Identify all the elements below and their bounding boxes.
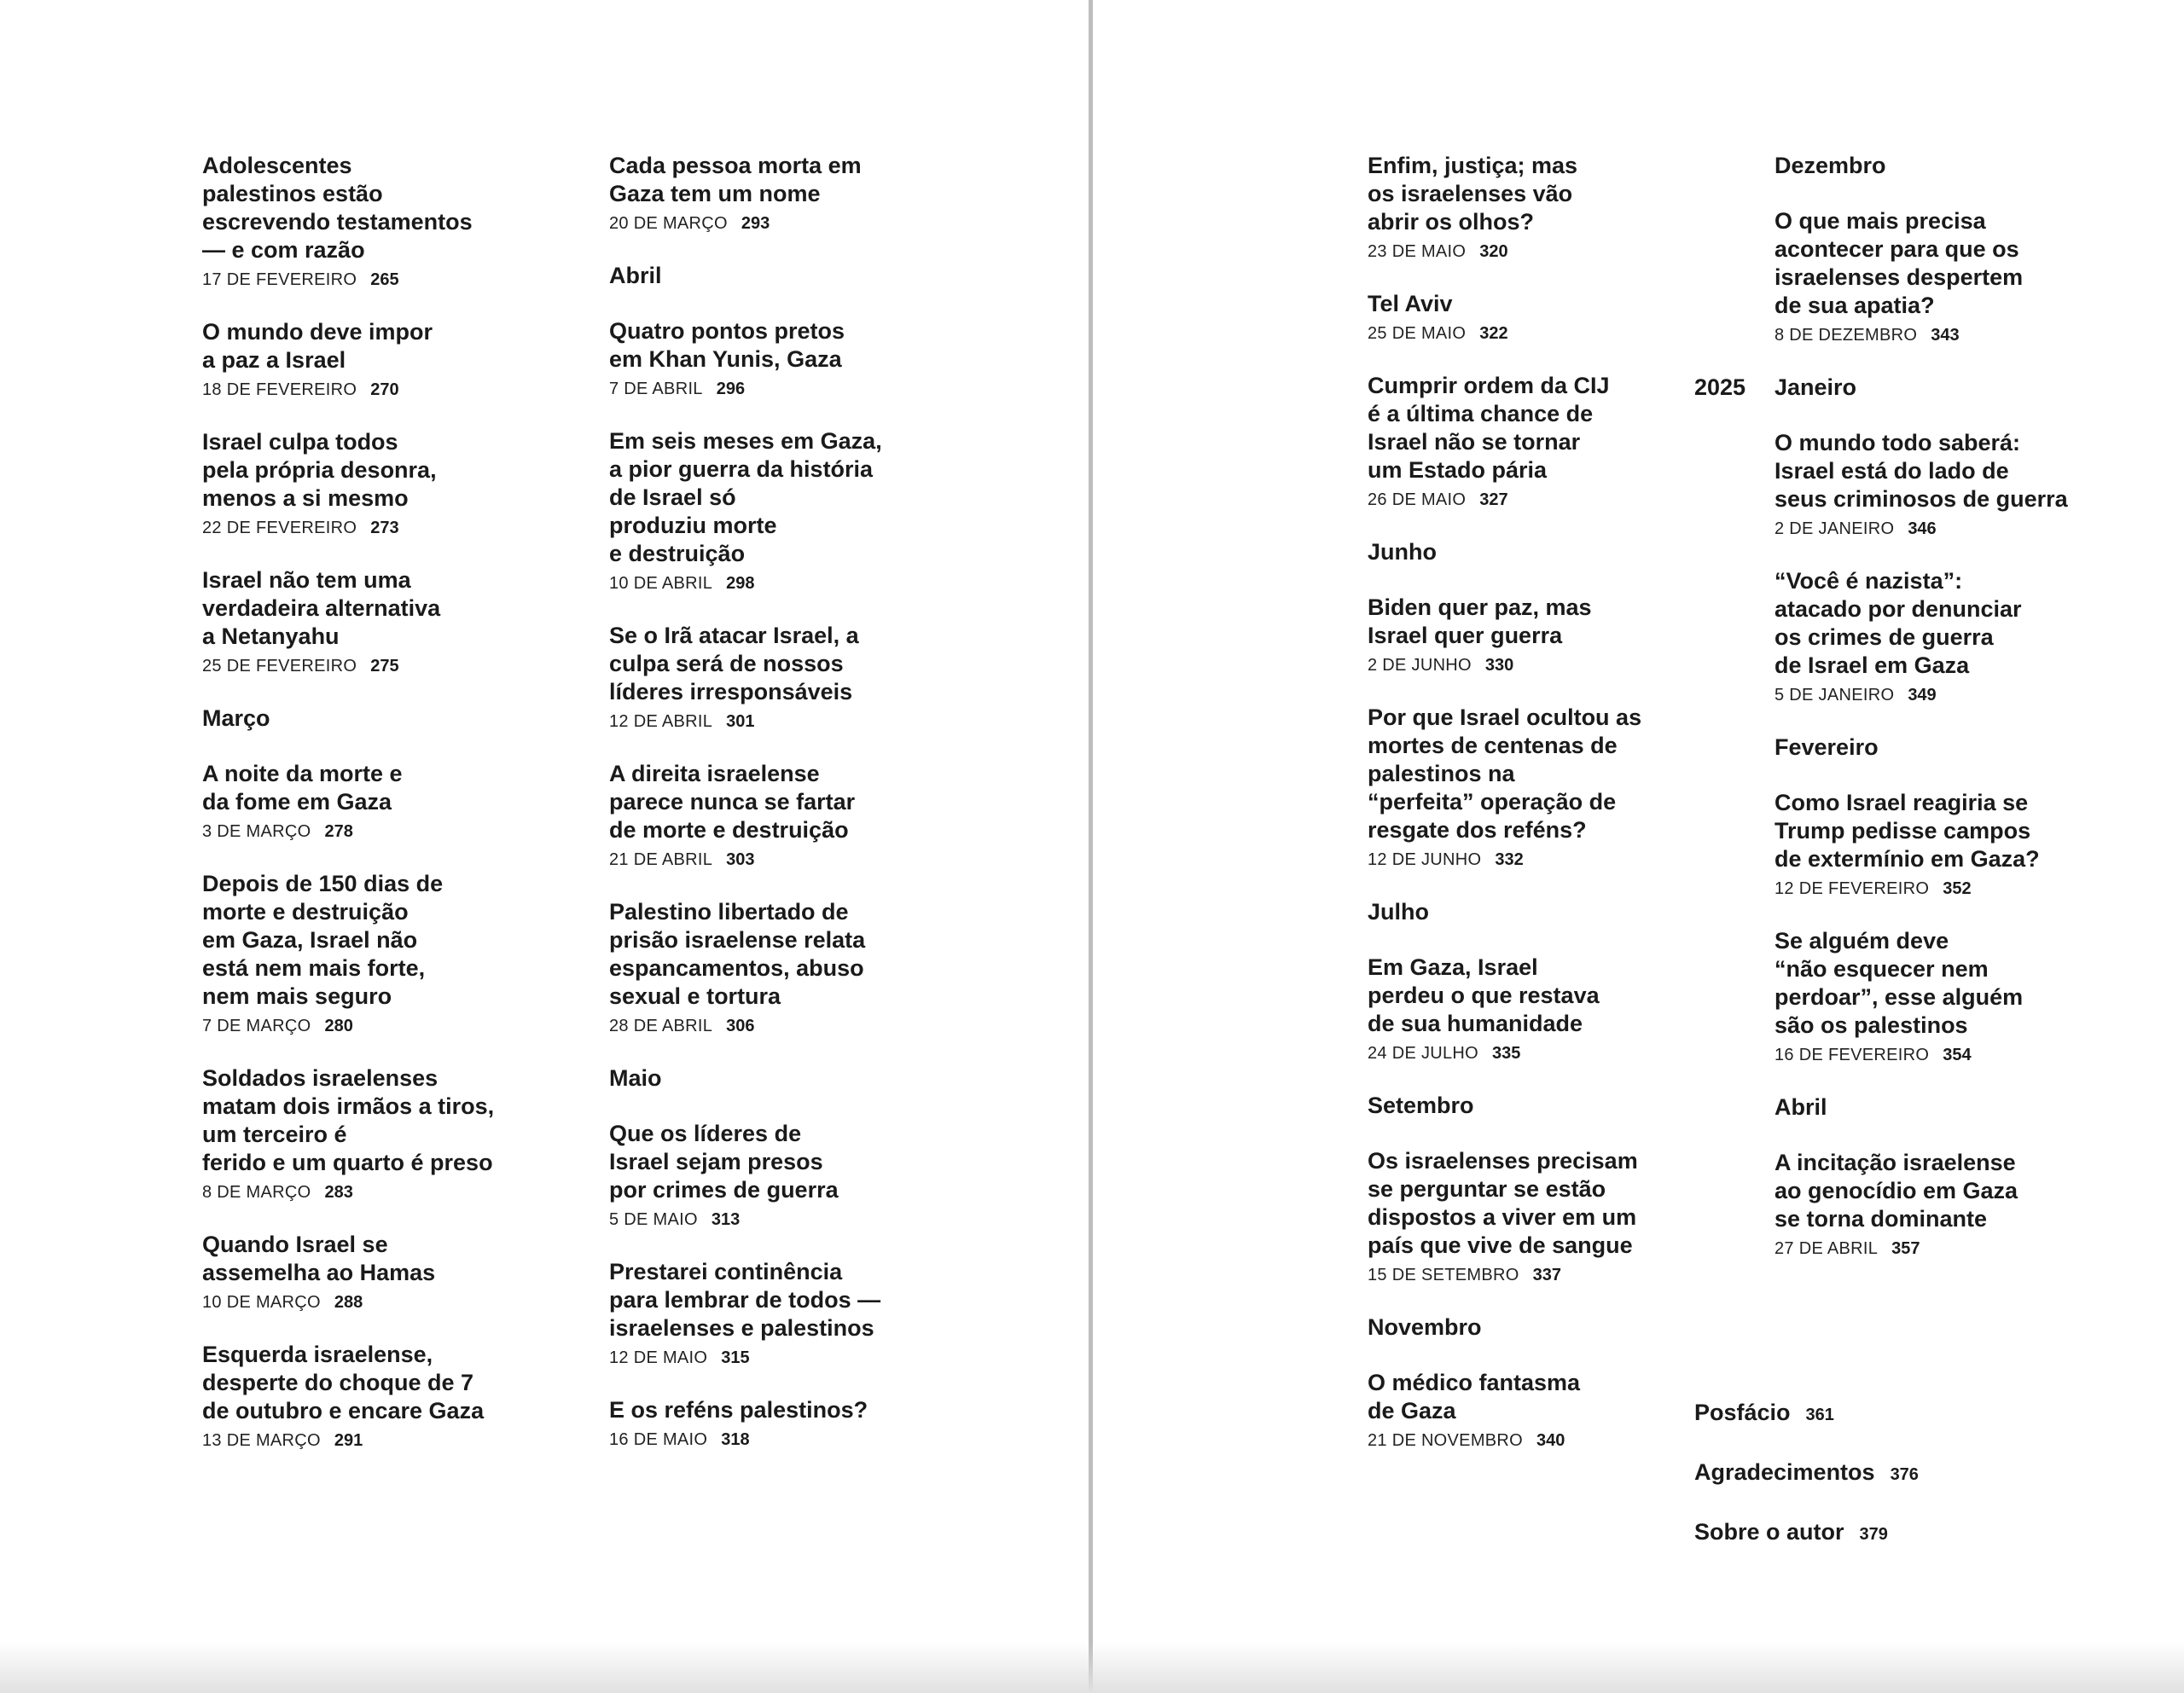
entry-date: 12 DE FEVEREIRO	[1774, 879, 1930, 898]
month-heading	[1774, 152, 2082, 180]
toc-entry[interactable]	[1368, 594, 1675, 678]
back-matter-page-number: 379	[1859, 1525, 1888, 1544]
entry-date: 10 DE ABRIL	[609, 574, 713, 593]
entry-page-number: 265	[370, 270, 399, 289]
toc-entry[interactable]	[609, 622, 916, 734]
entry-page-number: 296	[716, 380, 746, 398]
entry-page-number: 343	[1931, 326, 1960, 345]
entry-page-number: 357	[1891, 1239, 1920, 1258]
entry-meta	[202, 379, 509, 403]
entry-page-number: 288	[334, 1293, 363, 1312]
entry-title: O mundo deve impor a paz a Israel	[202, 319, 433, 373]
entry-date: 10 DE MARÇO	[202, 1293, 321, 1312]
toc-entry[interactable]	[202, 428, 509, 541]
entry-title: Adolescentes palestinos estão escrevendo testamentos — e com razão	[202, 153, 473, 263]
month-heading	[1368, 538, 1675, 566]
entry-page-number: 291	[334, 1431, 363, 1450]
entry-date: 5 DE JANEIRO	[1774, 686, 1895, 704]
entry-date: 21 DE ABRIL	[609, 850, 713, 869]
toc-entry[interactable]	[1774, 429, 2082, 542]
entry-meta	[1368, 1042, 1675, 1066]
entry-date: 25 DE FEVEREIRO	[202, 657, 357, 675]
back-matter-title: Agradecimentos	[1694, 1459, 1875, 1485]
month-label: Abril	[609, 263, 662, 288]
entry-date: 12 DE ABRIL	[609, 712, 713, 731]
entry-title: Se alguém deve “não esquecer nem perdoar”, esse alguém são os palestinos	[1774, 928, 2024, 1038]
entry-meta	[1368, 1264, 1675, 1288]
entry-title: O mundo todo saberá: Israel está do lado de seus criminosos de guerra	[1774, 430, 2068, 512]
entry-page-number: 306	[726, 1017, 755, 1035]
entry-page-number: 313	[711, 1210, 741, 1229]
toc-entry[interactable]	[609, 317, 916, 402]
toc-entry[interactable]	[1774, 207, 2082, 348]
toc-entry[interactable]	[202, 870, 509, 1039]
entry-meta	[609, 1015, 916, 1039]
entry-title: Cada pessoa morta em Gaza tem um nome	[609, 153, 862, 206]
month-heading	[1774, 733, 2082, 762]
entry-date: 8 DE MARÇO	[202, 1183, 311, 1202]
entry-title: Biden quer paz, mas Israel quer guerra	[1368, 594, 1592, 648]
month-heading	[202, 704, 509, 733]
entry-page-number: 315	[721, 1348, 750, 1367]
entry-date: 25 DE MAIO	[1368, 324, 1467, 343]
entry-meta	[202, 820, 509, 844]
month-heading	[609, 262, 916, 290]
month-label: Setembro	[1368, 1093, 1474, 1118]
month-label: Abril	[1774, 1094, 1827, 1120]
entry-date: 22 DE FEVEREIRO	[202, 519, 357, 537]
month-heading	[1368, 898, 1675, 926]
toc-entry[interactable]	[1774, 1149, 2082, 1261]
entry-meta	[1368, 849, 1675, 873]
toc-entry[interactable]	[1368, 290, 1675, 346]
toc-column-4	[1694, 152, 2082, 1287]
toc-entry[interactable]	[202, 1064, 509, 1205]
toc-entry[interactable]	[202, 152, 509, 293]
page-bottom-shadow	[0, 1642, 2184, 1693]
entry-page-number: 346	[1908, 519, 1937, 538]
entry-meta	[202, 1015, 509, 1039]
entry-date: 21 DE NOVEMBRO	[1368, 1431, 1524, 1450]
entry-date: 20 DE MARÇO	[609, 214, 728, 233]
entry-page-number: 298	[726, 574, 755, 593]
entry-meta	[1368, 1429, 1675, 1453]
toc-entry[interactable]	[1774, 927, 2082, 1068]
entry-page-number: 275	[370, 657, 399, 675]
back-matter-item[interactable]	[1694, 1458, 1919, 1490]
entry-title: Se o Irã atacar Israel, a culpa será de nossos líderes irresponsáveis	[609, 623, 859, 704]
toc-entry[interactable]	[609, 760, 916, 873]
left-page	[0, 0, 1089, 1693]
entry-title: O que mais precisa acontecer para que os israelenses despertem de sua apatia?	[1774, 208, 2024, 318]
entry-title: Que os líderes de Israel sejam presos por crimes de guerra	[609, 1121, 839, 1203]
entry-title: Em seis meses em Gaza, a pior guerra da história de Israel só produziu morte e destruição	[609, 428, 882, 566]
month-heading	[1368, 1092, 1675, 1120]
entry-page-number: 320	[1479, 242, 1508, 261]
toc-entry[interactable]	[1368, 954, 1675, 1066]
entry-meta	[609, 1209, 916, 1232]
entry-page-number: 270	[370, 380, 399, 399]
entry-meta	[609, 710, 916, 734]
entry-meta	[1774, 684, 2082, 708]
entry-page-number: 354	[1943, 1046, 1972, 1064]
entry-meta	[1774, 518, 2082, 542]
entry-page-number: 322	[1479, 324, 1508, 343]
entry-page-number: 293	[741, 214, 770, 233]
toc-entry[interactable]	[609, 427, 916, 596]
entry-page-number: 335	[1492, 1044, 1521, 1063]
toc-entry[interactable]	[1368, 152, 1675, 264]
entry-date: 13 DE MARÇO	[202, 1431, 321, 1450]
entry-meta	[609, 378, 916, 402]
toc-entry[interactable]	[609, 152, 916, 236]
entry-page-number: 337	[1532, 1266, 1561, 1284]
entry-title: Israel culpa todos pela própria desonra, menos a si mesmo	[202, 429, 437, 511]
entry-title: “Você é nazista”: atacado por denunciar os crimes de guerra de Israel em Gaza	[1774, 568, 2022, 678]
toc-entry[interactable]	[202, 318, 509, 403]
month-label: Maio	[609, 1065, 662, 1091]
entry-meta	[1774, 878, 2082, 902]
entry-meta	[609, 1347, 916, 1371]
entry-date: 8 DE DEZEMBRO	[1774, 326, 1918, 345]
entry-date: 24 DE JULHO	[1368, 1044, 1479, 1063]
entry-page-number: 327	[1479, 490, 1508, 509]
entry-date: 15 DE SETEMBRO	[1368, 1266, 1519, 1284]
entry-meta	[1368, 489, 1675, 513]
toc-entry[interactable]	[202, 1231, 509, 1315]
entry-title: Como Israel reagiria se Trump pedisse campos de extermínio em Gaza?	[1774, 790, 2040, 872]
toc-entry[interactable]	[1368, 704, 1675, 873]
entry-page-number: 280	[324, 1017, 353, 1035]
entry-meta	[202, 1429, 509, 1453]
entry-title: Cumprir ordem da CIJ é a última chance de Israel não se tornar um Estado pária	[1368, 373, 1610, 483]
year-heading: 2025	[1694, 374, 1746, 400]
entry-title: Prestarei continência para lembrar de todos — israelenses e palestinos	[609, 1259, 881, 1341]
toc-entry[interactable]	[609, 1396, 916, 1452]
toc-entry[interactable]	[1368, 1147, 1675, 1288]
month-label: Março	[202, 705, 270, 731]
entry-date: 23 DE MAIO	[1368, 242, 1467, 261]
entry-title: A incitação israelense ao genocídio em Gaza se torna dominante	[1774, 1150, 2018, 1232]
entry-meta	[202, 655, 509, 679]
entry-meta	[609, 572, 916, 596]
entry-title: Enfim, justiça; mas os israelenses vão abrir os olhos?	[1368, 153, 1578, 235]
month-label: Novembro	[1368, 1314, 1482, 1340]
toc-entry[interactable]	[1774, 567, 2082, 708]
entry-title: Depois de 150 dias de morte e destruição em Gaza, Israel não está nem mais forte, nem mais seguro	[202, 871, 444, 1009]
entry-date: 2 DE JUNHO	[1368, 656, 1472, 675]
entry-page-number: 273	[370, 519, 399, 537]
toc-entry[interactable]	[1368, 1369, 1675, 1453]
entry-page-number: 332	[1495, 850, 1524, 869]
toc-entry[interactable]	[609, 1120, 916, 1232]
entry-title: Israel não tem uma verdadeira alternativa a Netanyahu	[202, 567, 441, 649]
entry-date: 26 DE MAIO	[1368, 490, 1467, 509]
month-label: Junho	[1368, 539, 1437, 565]
entry-title: Quando Israel se assemelha ao Hamas	[202, 1232, 436, 1285]
entry-date: 27 DE ABRIL	[1774, 1239, 1879, 1258]
toc-entry[interactable]	[202, 566, 509, 679]
entry-title: A noite da morte e da fome em Gaza	[202, 761, 403, 815]
back-matter-title: Posfácio	[1694, 1400, 1791, 1425]
entry-title: Palestino libertado de prisão israelense relata espancamentos, abuso sexual e tortura	[609, 899, 866, 1009]
entry-title: Tel Aviv	[1368, 291, 1453, 316]
entry-title: O médico fantasma de Gaza	[1368, 1370, 1581, 1423]
month-heading	[1694, 374, 2082, 402]
entry-meta	[1368, 654, 1675, 678]
back-matter-item[interactable]	[1694, 1518, 1919, 1550]
month-label: Julho	[1368, 899, 1429, 925]
toc-entry[interactable]	[609, 1258, 916, 1371]
entry-meta	[202, 269, 509, 293]
entry-page-number: 301	[726, 712, 755, 731]
month-heading	[1368, 1313, 1675, 1342]
entry-title: Por que Israel ocultou as mortes de centenas de palestinos na “perfeita” operação de resgate dos reféns?	[1368, 704, 1642, 843]
month-label: Janeiro	[1774, 374, 1857, 400]
entry-meta	[202, 517, 509, 541]
entry-meta	[1368, 322, 1675, 346]
entry-page-number: 352	[1943, 879, 1972, 898]
entry-meta	[1368, 241, 1675, 264]
entry-meta	[1774, 324, 2082, 348]
entry-date: 18 DE FEVEREIRO	[202, 380, 357, 399]
toc-entry[interactable]	[202, 1341, 509, 1453]
entry-date: 5 DE MAIO	[609, 1210, 698, 1229]
entry-date: 12 DE JUNHO	[1368, 850, 1482, 869]
back-matter-item[interactable]	[1694, 1399, 1919, 1430]
entry-meta	[202, 1181, 509, 1205]
back-matter-title: Sobre o autor	[1694, 1519, 1844, 1545]
back-matter-page-number: 361	[1805, 1406, 1834, 1424]
entry-meta	[609, 1429, 916, 1452]
entry-page-number: 349	[1908, 686, 1937, 704]
toc-entry[interactable]	[202, 760, 509, 844]
month-heading	[609, 1064, 916, 1093]
entry-date: 3 DE MARÇO	[202, 822, 311, 841]
toc-entry[interactable]	[609, 898, 916, 1039]
month-label: Fevereiro	[1774, 734, 1879, 760]
month-label: Dezembro	[1774, 153, 1886, 178]
month-heading	[1774, 1093, 2082, 1122]
toc-entry[interactable]	[1368, 372, 1675, 513]
entry-title: Esquerda israelense, desperte do choque de 7 de outubro e encare Gaza	[202, 1342, 485, 1423]
entry-date: 2 DE JANEIRO	[1774, 519, 1895, 538]
toc-column-1	[202, 152, 509, 1479]
entry-title: Em Gaza, Israel perdeu o que restava de sua humanidade	[1368, 954, 1600, 1036]
entry-page-number: 340	[1536, 1431, 1565, 1450]
entry-date: 7 DE ABRIL	[609, 380, 703, 398]
entry-page-number: 318	[721, 1430, 750, 1449]
toc-column-2	[609, 152, 916, 1478]
entry-meta	[1774, 1044, 2082, 1068]
entry-meta	[609, 212, 916, 236]
toc-entry[interactable]	[1774, 789, 2082, 902]
entry-date: 28 DE ABRIL	[609, 1017, 713, 1035]
entry-meta	[609, 849, 916, 873]
entry-date: 12 DE MAIO	[609, 1348, 708, 1367]
entry-meta	[1774, 1238, 2082, 1261]
back-matter-list	[1694, 1399, 1919, 1578]
entry-page-number: 283	[324, 1183, 353, 1202]
entry-page-number: 330	[1484, 656, 1514, 675]
entry-title: Soldados israelenses matam dois irmãos a tiros, um terceiro é ferido e um quarto é preso	[202, 1065, 495, 1175]
entry-date: 17 DE FEVEREIRO	[202, 270, 357, 289]
entry-page-number: 303	[726, 850, 755, 869]
entry-title: A direita israelense parece nunca se fartar de morte e destruição	[609, 761, 856, 843]
entry-date: 16 DE MAIO	[609, 1430, 708, 1449]
toc-column-3	[1368, 152, 1675, 1479]
entry-date: 16 DE FEVEREIRO	[1774, 1046, 1930, 1064]
entry-title: E os reféns palestinos?	[609, 1397, 868, 1423]
entry-title: Quatro pontos pretos em Khan Yunis, Gaza	[609, 318, 845, 372]
entry-page-number: 278	[324, 822, 353, 841]
entry-title: Os israelenses precisam se perguntar se estão dispostos a viver em um país que vive de sangue	[1368, 1148, 1638, 1258]
entry-date: 7 DE MARÇO	[202, 1017, 311, 1035]
entry-meta	[202, 1291, 509, 1315]
back-matter-page-number: 376	[1890, 1465, 1919, 1484]
